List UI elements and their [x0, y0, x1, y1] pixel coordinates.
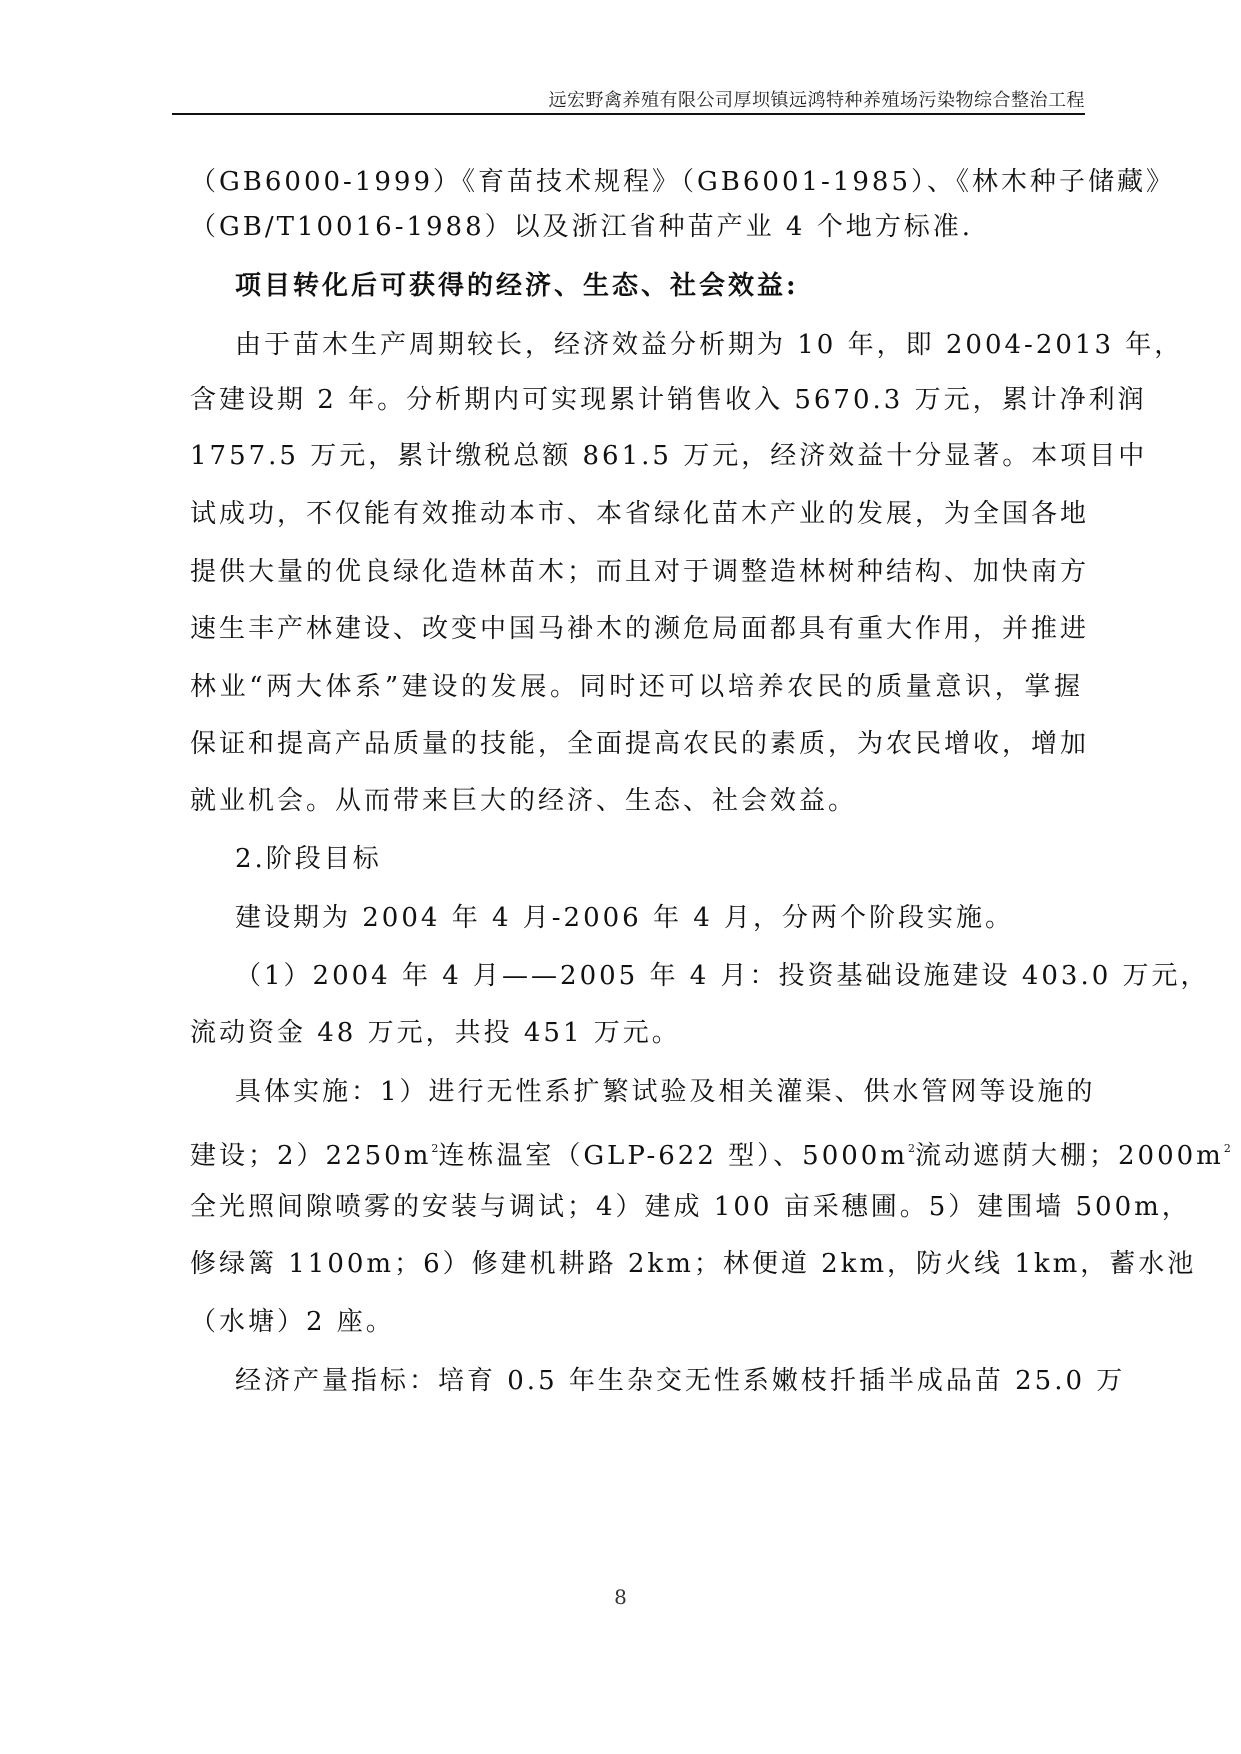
paragraph-line: 保证和提高产品质量的技能，全面提高农民的素质，为农民增收，增加 [190, 729, 1090, 759]
paragraph-line: 流动资金 48 万元，共投 451 万元。 [190, 1018, 681, 1048]
line-text: 流动遮荫大棚；2000m [914, 1141, 1224, 1171]
superscript: 2 [907, 1142, 915, 1155]
paragraph-line: （1）2004 年 4 月——2005 年 4 月：投资基础设施建设 403.0 万元， [235, 961, 1210, 991]
paragraph-line: （水塘）2 座。 [190, 1307, 395, 1337]
line-text: 建设；2）2250m [190, 1141, 432, 1171]
section-heading: 项目转化后可获得的经济、生态、社会效益: [235, 271, 799, 301]
paragraph-line: 修绿篱 1100m；6）修建机耕路 2km；林便道 2km，防火线 1km，蓄水池 [190, 1249, 1197, 1279]
superscript: 2 [1223, 1142, 1231, 1155]
paragraph-line: 全光照间隙喷雾的安装与调试；4）建成 100 亩采穗圃。5）建围墙 500m， [190, 1192, 1191, 1222]
paragraph-line: 由于苗木生产周期较长，经济效益分析期为 10 年，即 2004-2013 年， [235, 330, 1184, 360]
paragraph-line: 试成功，不仅能有效推动本市、本省绿化苗木产业的发展，为全国各地 [190, 499, 1090, 529]
paragraph-line: 经济产量指标：培育 0.5 年生杂交无性系嫩枝扦插半成品苗 25.0 万 [235, 1366, 1126, 1396]
superscript: 2 [431, 1142, 439, 1155]
page-number: 8 [614, 1585, 627, 1609]
paragraph-line: 提供大量的优良绿化造林苗木；而且对于调整造林树种结构、加快南方 [190, 557, 1090, 587]
paragraph-line: 速生丰产林建设、改变中国马褂木的濒危局面都具有重大作用，并推进 [190, 614, 1090, 644]
paragraph-line: （GB/T10016-1988）以及浙江省种苗产业 4 个地方标准. [190, 212, 973, 242]
paragraph-line: 建设期为 2004 年 4 月-2006 年 4 月，分两个阶段实施。 [235, 903, 1015, 933]
paragraph-line: 1757.5 万元，累计缴税总额 861.5 万元，经济效益十分显著。本项目中 [190, 441, 1148, 471]
subsection-heading: 2.阶段目标 [235, 844, 382, 874]
running-header: 远宏野禽养殖有限公司厚坝镇远鸿特种养殖场污染物综合整治工程 [548, 90, 1085, 111]
paragraph-line: 具体实施：1）进行无性系扩繁试验及相关灌渠、供水管网等设施的 [235, 1077, 1096, 1107]
paragraph-line: 林业“两大体系”建设的发展。同时还可以培养农民的质量意识，掌握 [190, 672, 1083, 702]
line-text: 连栋温室（GLP-622 型）、5000m [438, 1141, 908, 1171]
paragraph-line: （GB6000-1999）《育苗技术规程》（GB6001-1985）、《林木种子储藏》 [190, 167, 1175, 197]
paragraph-line-with-superscripts [190, 1127, 1231, 1171]
header-rule [172, 113, 1085, 115]
paragraph-line: 含建设期 2 年。分析期内可实现累计销售收入 5670.3 万元，累计净利润 [190, 385, 1147, 415]
paragraph-line: 就业机会。从而带来巨大的经济、生态、社会效益。 [190, 786, 858, 816]
